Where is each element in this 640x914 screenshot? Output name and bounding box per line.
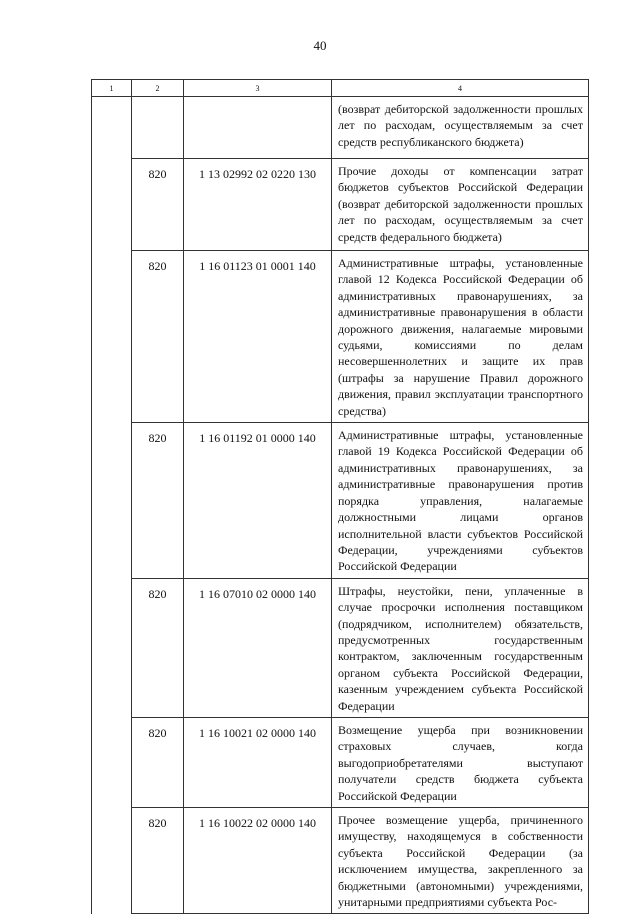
table-row [92, 251, 589, 423]
table-row [92, 808, 589, 914]
admin-code-cell: 820 [132, 251, 184, 423]
admin-code-cell [132, 97, 184, 159]
description-cell: Штрафы, неустойки, пени, уплаченные в случае просрочки исполнения поставщиком (подрядчиком, исполнителем) обязательств, предусмотренных государственным контрактом, заключенным государственным органом субъекта Российской Федерации, казенным учреждением субъекта Российской Федерации [332, 578, 589, 717]
admin-code-cell: 820 [132, 578, 184, 717]
description-cell: Административные штрафы, установленные главой 12 Кодекса Российской Федерации об административных правонарушениях, за административные правонарушения в области дорожного движения, налагаемые мировыми судьями, комиссиями по делам несовершеннолетних и защите их прав (штрафы за нарушение Правил дорожного движения, правил эксплуатации транспортного средства) [332, 251, 589, 423]
budget-code-cell [184, 97, 332, 159]
table-row [92, 578, 589, 717]
budget-code-cell: 1 13 02992 02 0220 130 [184, 159, 332, 251]
description-cell: Возмещение ущерба при возникновении страховых случаев, когда выгодоприобретателями выступают получатели средств бюджета субъекта Российской Федерации [332, 717, 589, 807]
description-cell: Прочее возмещение ущерба, причиненного имуществу, находящемуся в собственности субъекта Российской Федерации (за исключением имущества, закрепленного за бюджетными (автономными) учреждениями, унитарными предприятиями субъекта Рос- [332, 808, 589, 914]
budget-code-cell: 1 16 01192 01 0000 140 [184, 423, 332, 579]
description-cell: (возврат дебиторской задолженности прошлых лет по расходам, осуществляемым за счет средств республиканского бюджета) [332, 97, 589, 159]
page-number: 40 [313, 38, 327, 53]
budget-code-cell: 1 16 10022 02 0000 140 [184, 808, 332, 914]
table-row [92, 159, 589, 251]
budget-code-cell: 1 16 10021 02 0000 140 [184, 717, 332, 807]
table-header-row [92, 80, 589, 97]
column-number-4: 4 [332, 80, 589, 97]
revenue-table [91, 79, 589, 914]
budget-code-cell: 1 16 07010 02 0000 140 [184, 578, 332, 717]
admin-code-cell: 820 [132, 423, 184, 579]
column-number-2: 2 [132, 80, 184, 97]
budget-code-cell: 1 16 01123 01 0001 140 [184, 251, 332, 423]
description-cell: Административные штрафы, установленные главой 19 Кодекса Российской Федерации об административных правонарушениях, за административные правонарушения против порядка управления, налагаемые должностными лицами органов исполнительной власти субъектов Российской Федерации, учреждениями субъектов Российской Федерации [332, 423, 589, 579]
table-row [92, 423, 589, 579]
group-cell [92, 97, 132, 914]
column-number-1: 1 [92, 80, 132, 97]
column-number-3: 3 [184, 80, 332, 97]
table-row [92, 717, 589, 807]
table-row [92, 97, 589, 159]
description-cell: Прочие доходы от компенсации затрат бюджетов субъектов Российской Федерации (возврат дебиторской задолженности прошлых лет по расходам, осуществляемым за счет средств федерального бюджета) [332, 159, 589, 251]
admin-code-cell: 820 [132, 808, 184, 914]
admin-code-cell: 820 [132, 159, 184, 251]
admin-code-cell: 820 [132, 717, 184, 807]
